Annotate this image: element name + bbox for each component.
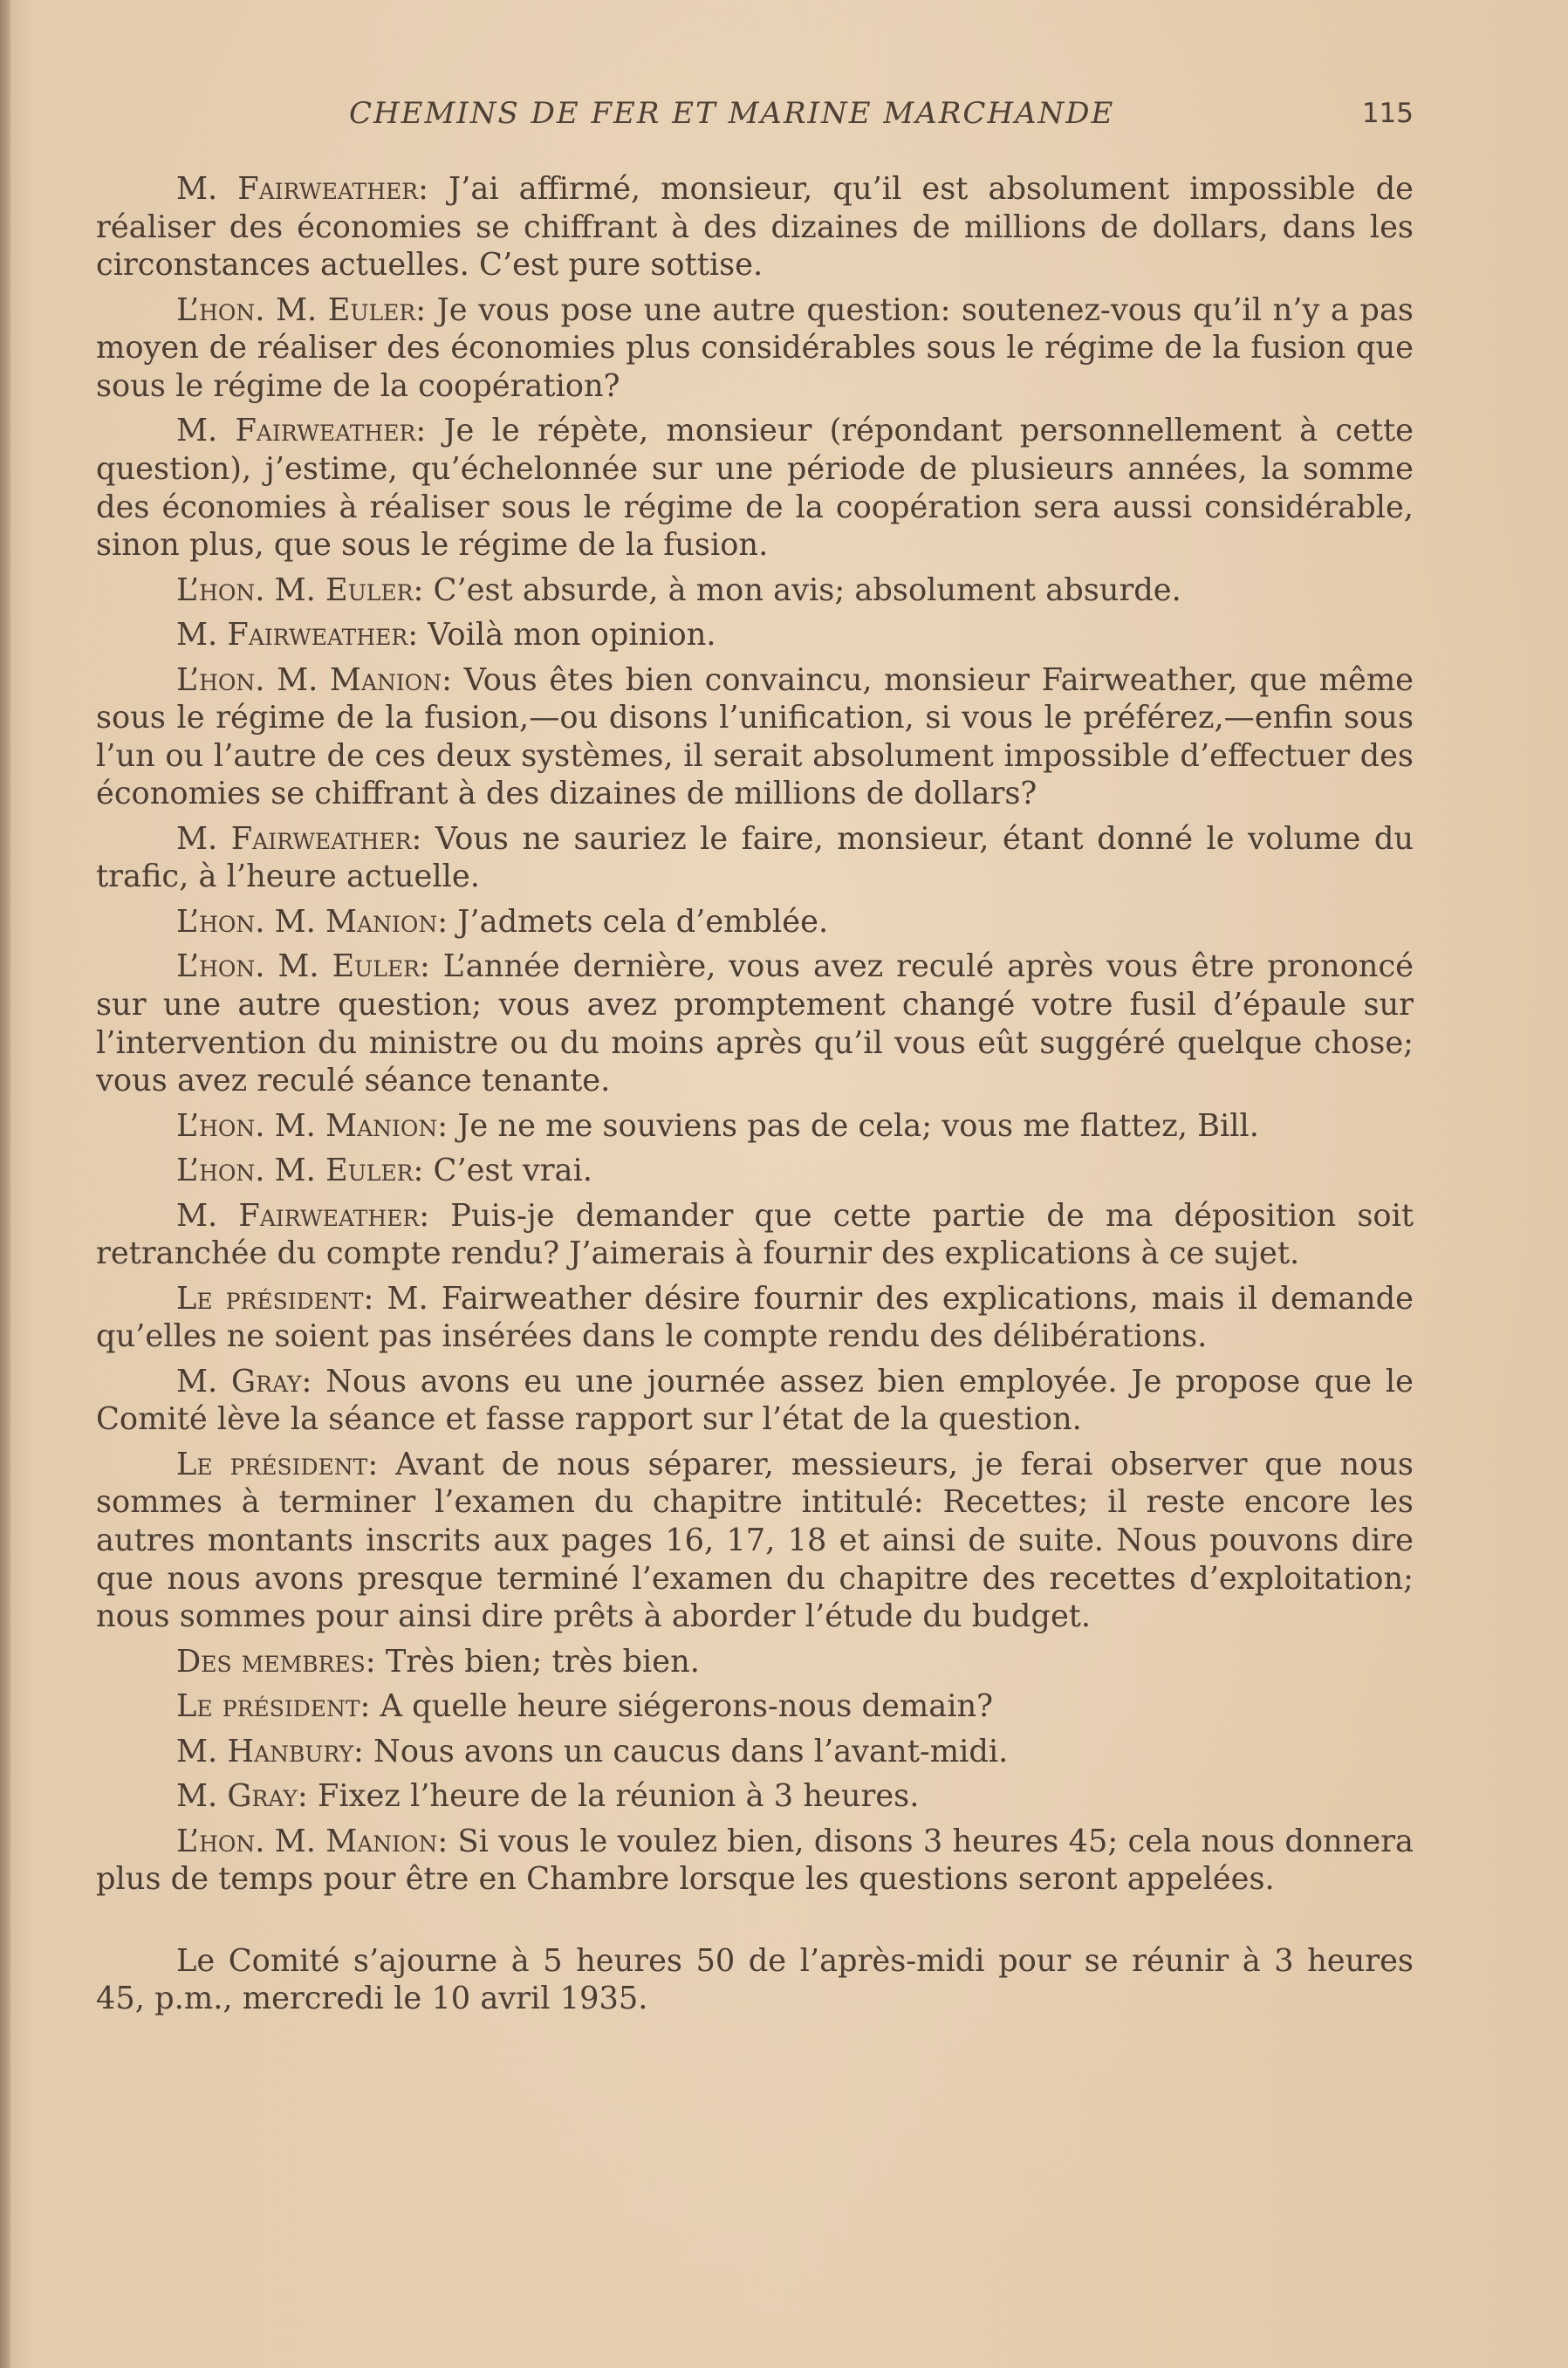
transcript-paragraph bbox=[96, 1687, 1414, 1726]
speaker-name: L’hon. M. Manion bbox=[176, 903, 438, 940]
transcript-body bbox=[96, 170, 1414, 2018]
speaker-name: L’hon. M. Manion bbox=[176, 661, 442, 698]
speech-text: : Vous ne sauriez le faire, monsieur, étant donné le volume du trafic, à l’heure actuelle. bbox=[96, 820, 1414, 895]
speech-text: : Vous êtes bien convaincu, monsieur Fairweather, que même sous le régime de la fusion,—ou disons l’unification, si vous le préférez,—enfin sous l’un ou l’autre de ces deux systèmes, il serait absolument impossible d’effectuer des économies se chiffrant à des dizaines de millions de dollars? bbox=[96, 661, 1414, 812]
speaker-name: M. Fairweather bbox=[176, 820, 412, 857]
speaker-name: M. Fairweather bbox=[176, 1197, 420, 1234]
speaker-name: L’hon. M. Euler bbox=[176, 571, 414, 608]
speaker-name: L’hon. M. Manion bbox=[176, 1107, 438, 1144]
speaker-name: L’hon. M. Euler bbox=[176, 948, 420, 985]
speech-text: : Fixez l’heure de la réunion à 3 heures. bbox=[297, 1778, 920, 1815]
adjournment-note: Le Comité s’ajourne à 5 heures 50 de l’après-midi pour se réunir à 3 heures 45, p.m., mercredi le 10 avril 1935. bbox=[96, 1942, 1414, 2017]
transcript-paragraph bbox=[96, 170, 1414, 284]
transcript-paragraph bbox=[96, 1823, 1414, 1899]
speech-text: : J’admets cela d’emblée. bbox=[437, 903, 829, 940]
speech-text: : Je ne me souviens pas de cela; vous me flattez, Bill. bbox=[437, 1107, 1259, 1144]
transcript-paragraph bbox=[96, 616, 1414, 654]
transcript-paragraph bbox=[96, 1107, 1414, 1146]
speech-text: : Si vous le voulez bien, disons 3 heures 45; cela nous donnera plus de temps pour être en Chambre lorsque les questions seront appelées. bbox=[96, 1823, 1414, 1898]
transcript-paragraph bbox=[96, 948, 1414, 1099]
speech-text: : Je le répète, monsieur (répondant personnellement à cette question), j’estime, qu’échelonnée sur une période de plusieurs années, la somme des économies à réaliser sous le régime de la coopération sera aussi considérable, sinon plus, que sous le régime de la fusion. bbox=[96, 413, 1414, 564]
speaker-name: L’hon. M. Euler bbox=[176, 291, 416, 328]
transcript-paragraph bbox=[96, 1733, 1414, 1771]
transcript-paragraph bbox=[96, 1643, 1414, 1681]
speaker-name: L’hon. M. Euler bbox=[176, 1153, 414, 1189]
speech-text: : Avant de nous séparer, messieurs, je ferai observer que nous sommes à terminer l’examen du chapitre intitulé: Recettes; il reste encore les autres montants inscrits aux pages 16, 17, 18 et ainsi de suite. Nous pouvons dire que nous avons presque terminé l’examen du chapitre des recettes d’exploitation; nous sommes pour ainsi dire prêts à aborder l’étude du budget. bbox=[96, 1446, 1414, 1635]
page-binding-edge bbox=[0, 0, 10, 2368]
transcript-paragraph bbox=[96, 412, 1414, 564]
page-number: 115 bbox=[1361, 98, 1414, 129]
speech-text: : Nous avons eu une journée assez bien employée. Je propose que le Comité lève la séance et fasse rapport sur l’état de la question. bbox=[96, 1363, 1414, 1438]
transcript-paragraph bbox=[96, 1777, 1414, 1816]
speaker-name: Des membres bbox=[176, 1643, 366, 1680]
transcript-paragraph bbox=[96, 903, 1414, 941]
speaker-name: M. Hanbury bbox=[176, 1733, 354, 1769]
speech-text: : Voilà mon opinion. bbox=[407, 617, 716, 654]
speech-text: : C’est absurde, à mon avis; absolument absurde. bbox=[413, 571, 1181, 608]
transcript-paragraph bbox=[96, 1446, 1414, 1636]
page-header bbox=[96, 96, 1414, 140]
speech-text: : Puis-je demander que cette partie de ma déposition soit retranchée du compte rendu? J’aimerais à fournir des explications à ce sujet. bbox=[96, 1197, 1414, 1272]
speech-text: : Très bien; très bien. bbox=[365, 1643, 700, 1680]
transcript-paragraph bbox=[96, 661, 1414, 813]
speech-text: : J’ai affirmé, monsieur, qu’il est absolument impossible de réaliser des économies se chiffrant à des dizaines de millions de dollars, dans les circonstances actuelles. C’est pure sottise. bbox=[96, 171, 1414, 284]
transcript-paragraph bbox=[96, 291, 1414, 406]
transcript-paragraph bbox=[96, 1152, 1414, 1190]
speaker-name: Le président bbox=[176, 1446, 368, 1482]
speaker-name: M. Fairweather bbox=[176, 617, 408, 654]
speaker-name: M. Gray bbox=[176, 1363, 302, 1400]
speech-text: : A quelle heure siégerons-nous demain? bbox=[359, 1688, 994, 1725]
transcript-paragraph bbox=[96, 1363, 1414, 1439]
speech-text: : L’année dernière, vous avez reculé après vous être prononcé sur une autre question; vous avez promptement changé votre fusil d’épaule sur l’intervention du ministre ou du moins après qu’il vous eût suggéré quelque chose; vous avez reculé séance tenante. bbox=[96, 948, 1414, 1099]
speaker-name: L’hon. M. Manion bbox=[176, 1823, 438, 1859]
speaker-name: M. Fairweather bbox=[176, 171, 419, 207]
speech-text: : M. Fairweather désire fournir des explications, mais il demande qu’elles ne soient pas insérées dans le compte rendu des délibérations. bbox=[96, 1280, 1414, 1355]
speaker-name: M. Gray bbox=[176, 1778, 298, 1815]
speaker-name: M. Fairweather bbox=[176, 413, 416, 449]
transcript-paragraph bbox=[96, 1197, 1414, 1273]
speaker-name: Le président bbox=[176, 1688, 360, 1725]
transcript-paragraph bbox=[96, 1280, 1414, 1356]
transcript-paragraph bbox=[96, 571, 1414, 610]
transcript-paragraph bbox=[96, 820, 1414, 896]
speech-text: : Je vous pose une autre question: soutenez-vous qu’il n’y a pas moyen de réaliser des économies plus considérables sous le régime de la fusion que sous le régime de la coopération? bbox=[96, 291, 1414, 404]
speech-text: : Nous avons un caucus dans l’avant-midi. bbox=[353, 1733, 1009, 1769]
speaker-name: Le président bbox=[176, 1280, 364, 1317]
speech-text: : C’est vrai. bbox=[413, 1153, 592, 1189]
running-title: CHEMINS DE FER ET MARINE MARCHANDE bbox=[349, 96, 1115, 131]
